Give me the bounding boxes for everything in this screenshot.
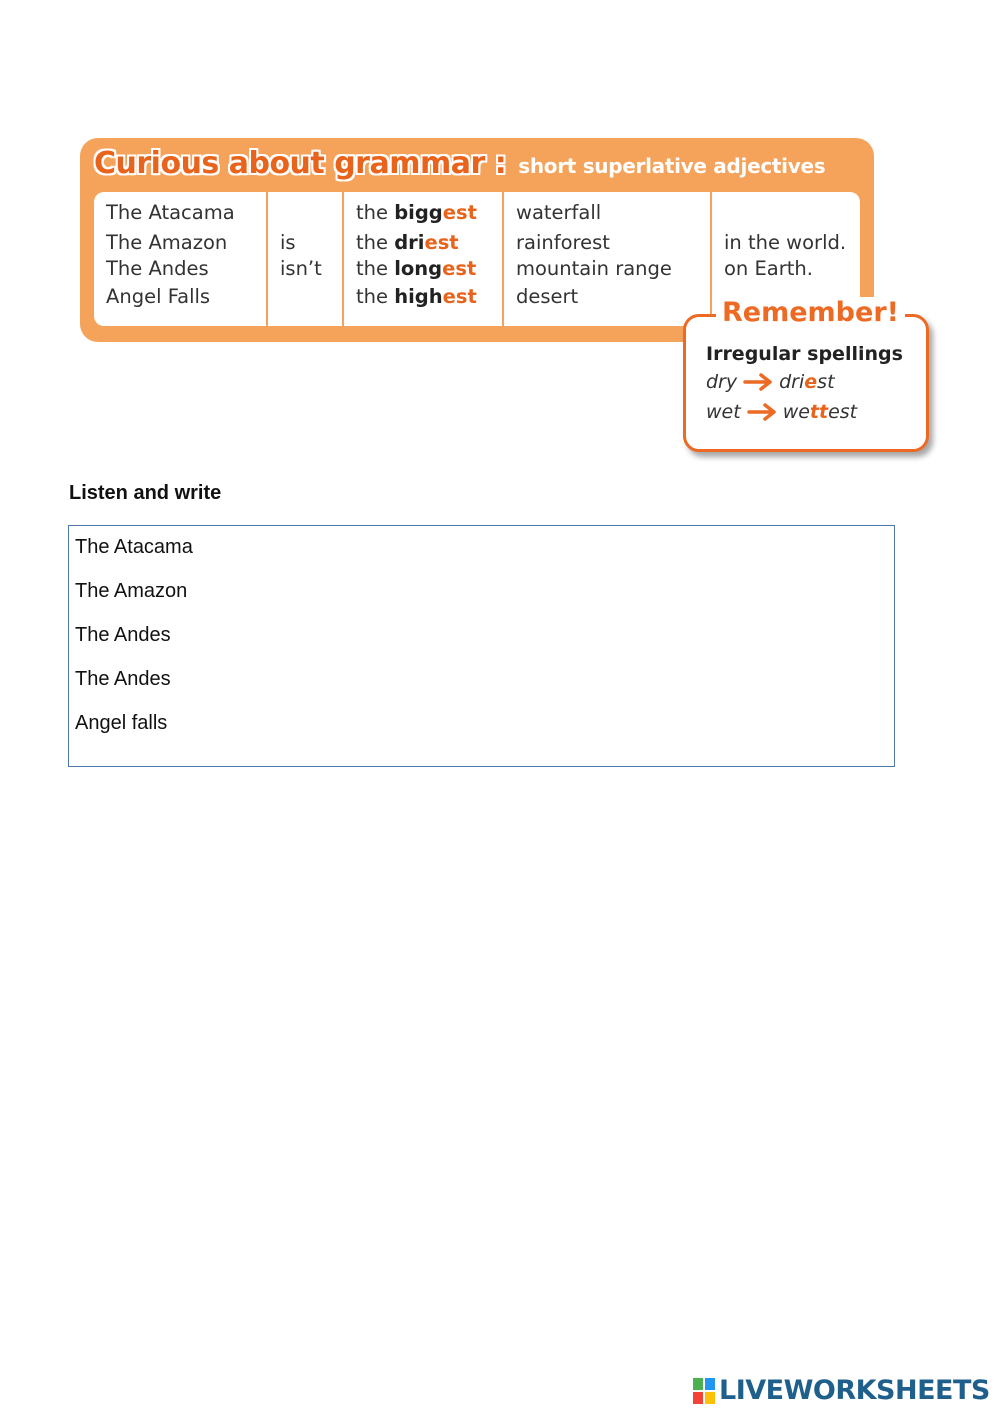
grammar-title: Curious about grammar : bbox=[94, 146, 507, 181]
spelling-row-dry bbox=[706, 371, 835, 393]
place-item: in the world. bbox=[724, 231, 847, 254]
arrow-right-icon bbox=[747, 402, 777, 422]
answer-line[interactable]: The Atacama bbox=[75, 536, 193, 558]
answer-box[interactable] bbox=[68, 525, 895, 767]
base-word: wet bbox=[706, 401, 741, 423]
grammar-header bbox=[94, 146, 825, 194]
spelling-row-wet bbox=[706, 401, 857, 423]
subject-item: The Atacama bbox=[106, 201, 235, 224]
answer-line[interactable]: The Amazon bbox=[75, 580, 188, 602]
superlative-item: the driest bbox=[356, 231, 459, 254]
nouns-column bbox=[504, 192, 712, 326]
liveworksheets-logo bbox=[693, 1375, 990, 1406]
instruction-heading: Listen and write bbox=[69, 482, 222, 504]
verb-item: is bbox=[280, 231, 296, 254]
answer-line[interactable]: The Andes bbox=[75, 624, 171, 646]
subject-item: The Amazon bbox=[106, 231, 228, 254]
remember-callout bbox=[683, 297, 929, 452]
superlative-item: the biggest bbox=[356, 201, 477, 224]
noun-item: mountain range bbox=[516, 257, 672, 280]
noun-item: desert bbox=[516, 285, 579, 308]
result-word: wettest bbox=[782, 401, 858, 423]
answer-line[interactable]: The Andes bbox=[75, 668, 171, 690]
subject-item: The Andes bbox=[106, 257, 209, 280]
result-word: driest bbox=[779, 371, 835, 393]
subject-item: Angel Falls bbox=[106, 285, 211, 308]
base-word: dry bbox=[706, 371, 738, 393]
answer-line[interactable]: Angel falls bbox=[75, 712, 168, 734]
superlative-item: the highest bbox=[356, 285, 477, 308]
logo-text: LIVEWORKSHEETS bbox=[719, 1375, 990, 1406]
noun-item: rainforest bbox=[516, 231, 610, 254]
remember-title: Remember! bbox=[716, 297, 905, 328]
arrow-right-icon bbox=[743, 372, 773, 392]
superlatives-column bbox=[344, 192, 504, 326]
place-item: on Earth. bbox=[724, 257, 813, 280]
subjects-column bbox=[94, 192, 268, 326]
verb-item: isn’t bbox=[280, 257, 322, 280]
noun-item: waterfall bbox=[516, 201, 602, 224]
verbs-column bbox=[268, 192, 344, 326]
remember-subtitle: Irregular spellings bbox=[706, 343, 903, 365]
superlative-item: the longest bbox=[356, 257, 477, 280]
liveworksheets-logo-icon bbox=[693, 1378, 715, 1404]
grammar-subtitle: short superlative adjectives bbox=[518, 154, 826, 178]
